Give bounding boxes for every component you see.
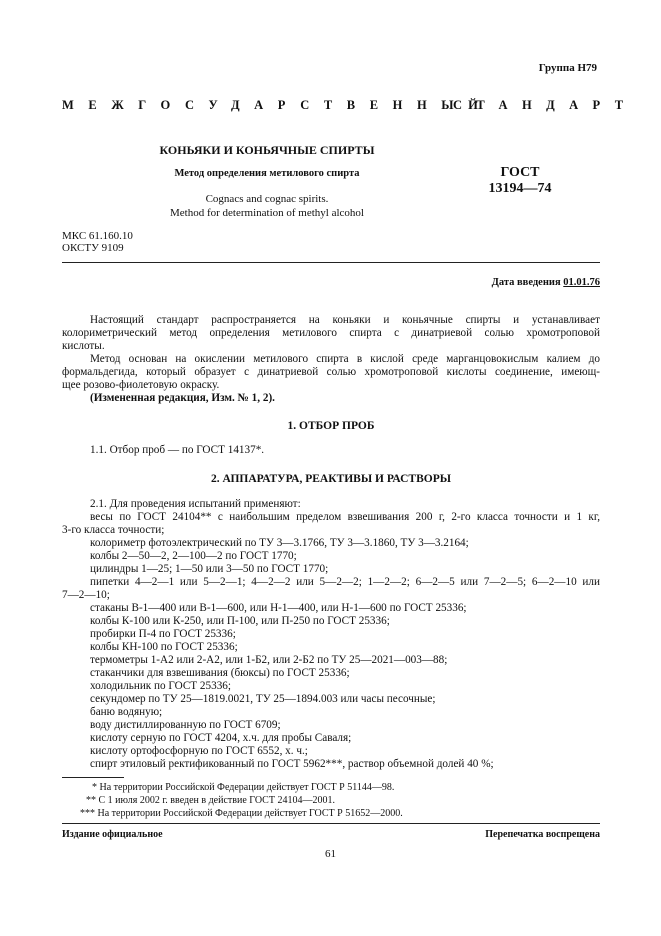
standard-word-standard: СТАНДАРТ [453,98,638,112]
equipment-line: колбы 2—50—2, 2—100—2 по ГОСТ 1770; [90,550,297,562]
page-number: 61 [325,848,336,860]
equipment-line: колбы К-100 или К-250, или П-100, или П-250 по ГОСТ 25336; [90,615,390,627]
equipment-line: кислоту серную по ГОСТ 4204, х.ч. для пробы Саваля; [90,732,352,744]
document-title: КОНЬЯКИ И КОНЬЯЧНЫЕ СПИРТЫ [159,143,375,157]
intro-p2-line1: Метод основан на окислении метилового спирта в кислой среде марганцовокислым калием до [90,353,600,365]
intro-p1-line1: Настоящий стандарт распространяется на коньяки и коньячные спирты и устанавливает [90,314,600,326]
classification-codes [62,230,133,254]
equipment-line: кислоту ортофосфорную по ГОСТ 6552, х. ч.; [90,745,308,757]
footnote-divider [62,777,124,778]
english-title-line2: Method for determination of methyl alcohol [170,207,364,219]
standard-word-interstate: МЕЖГОСУДАРСТВЕННЫЙ [62,98,493,112]
footnote-3: *** На территории Российской Федерации действует ГОСТ Р 51652—2000. [80,808,403,819]
equipment-line: пипетки 4—2—1 или 5—2—1; 4—2—2 или 5—2—2; 1—2—2; 6—2—5 или 7—2—5; 6—2—10 или [90,576,600,588]
equipment-line: 2.1. Для проведения испытаний применяют: [90,498,301,510]
equipment-line: 3-го класса точности; [62,524,165,536]
gost-number: 13194—74 [488,181,552,196]
equipment-line: стаканчики для взвешивания (бюксы) по ГОСТ 25336; [90,667,350,679]
equipment-line: спирт этиловый ректификованный по ГОСТ 5962***, раствор объемной долей 40 %; [90,758,494,770]
official-edition-label: Издание официальное [62,829,163,840]
intro-p1-line2: колориметрический метод определения метилового спирта с динатриевой солью хромотроповой [62,327,600,339]
equipment-line: секундомер по ТУ 25—1819.0021, ТУ 25—1894.003 или часы песочные; [90,693,436,705]
footnote-2: ** С 1 июля 2002 г. введен в действие ГОСТ 24104—2001. [86,795,335,806]
document-subtitle: Метод определения метилового спирта [174,168,360,179]
group-code: Группа Н79 [538,62,597,74]
intro-p2-line2: формальдегида, который образует с динатриевой солью хромотроповой кислоты соединение, имеющ- [62,366,600,378]
equipment-line: колбы КН-100 по ГОСТ 25336; [90,641,238,653]
section1-item: 1.1. Отбор проб — по ГОСТ 14137*. [90,444,265,456]
standard-type-line [62,98,638,113]
equipment-line: пробирки П-4 по ГОСТ 25336; [90,628,236,640]
equipment-line: стаканы В-1—400 или В-1—600, или Н-1—400, или Н-1—600 по ГОСТ 25336; [90,602,467,614]
intro-p2-line3: щее розово-фиолетовую окраску. [62,379,220,391]
equipment-line: воду дистиллированную по ГОСТ 6709; [90,719,281,731]
gost-label: ГОСТ [500,165,540,180]
mks-code: МКС 61.160.10 [62,230,133,242]
section1-heading: 1. ОТБОР ПРОБ [287,420,375,432]
footnote-1: * На территории Российской Федерации действует ГОСТ Р 51144—98. [92,782,395,793]
effective-date-value: 01.01.76 [563,277,600,288]
effective-date-label: Дата введения [491,277,561,288]
equipment-line: колориметр фотоэлектрический по ТУ 3—3.1766, ТУ 3—3.1860, ТУ 3—3.2164; [90,537,469,549]
equipment-line: цилиндры 1—25; 1—50 или 3—50 по ГОСТ 1770; [90,563,329,575]
effective-date [492,277,600,288]
header-divider [62,262,600,263]
revision-note: (Измененная редакция, Изм. № 1, 2). [90,392,275,404]
footer-divider [62,823,600,824]
section2-heading: 2. АППАРАТУРА, РЕАКТИВЫ И РАСТВОРЫ [210,473,452,485]
equipment-line: 7—2—10; [62,589,110,601]
english-title-line1: Cognacs and cognac spirits. [205,193,329,205]
equipment-line: весы по ГОСТ 24104** с наибольшим пределом взвешивания 200 г, 2-го класса точности и 1 кг, [90,511,600,523]
equipment-line: холодильник по ГОСТ 25336; [90,680,231,692]
reprint-prohibited-label: Перепечатка воспрещена [485,829,600,840]
equipment-line: баню водяную; [90,706,163,718]
intro-p1-line3: кислоты. [62,340,105,352]
equipment-line: термометры 1-А2 или 2-А2, или 1-Б2, или 2-Б2 по ТУ 25—2021—003—88; [90,654,448,666]
okstu-code: ОКСТУ 9109 [62,242,124,254]
